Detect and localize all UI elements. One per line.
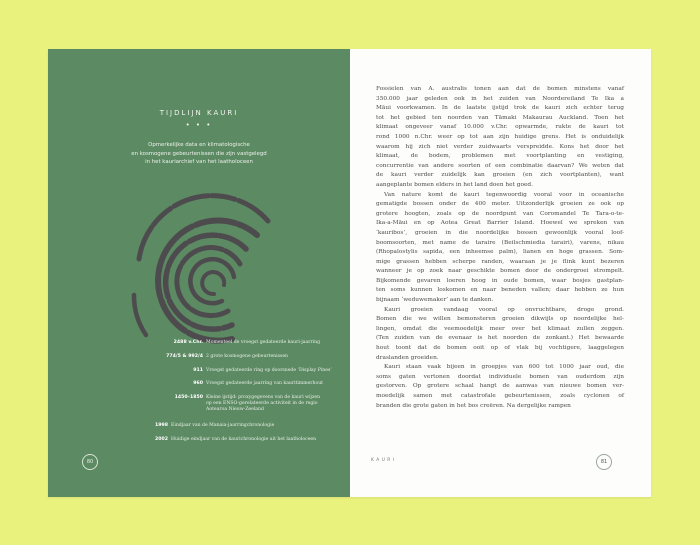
text-line: wanneer je op zoek naar geschikte bomen door de ondergroei strompelt. xyxy=(376,268,624,275)
timeline-event xyxy=(148,354,288,360)
event-year: 960 xyxy=(193,381,203,386)
text-line: branden die grote gaten in het bos creëren. Na dergelijke rampen xyxy=(376,402,571,409)
running-footer: KAURI xyxy=(371,458,397,463)
text-line: moedelijk samen met catastrofale gebeurtenissen, zoals cyclonen of xyxy=(376,393,624,399)
timeline-event xyxy=(148,368,332,374)
subtitle-line: in het kauriarchief van het laatholoceen xyxy=(145,159,253,166)
title-ornament: • • • xyxy=(185,121,213,129)
text-line: concurrentie van andere soorten of een combinatie daarvan? We weten dat xyxy=(376,162,624,169)
event-description: Momenteel de vroegst gedateerde kauri-jaarring xyxy=(206,340,321,345)
text-line: Ika-a-Māui en op Aotea Great Barrier Island. Hoewel we spreken van xyxy=(376,220,624,227)
text-line: grotere hoogten, zoals op de noordpunt van Coromandel Te Tara-o-te- xyxy=(376,210,624,217)
text-line: boomsoorten, met name de taraire (Beilschmiedia tarairi), varens, nikau xyxy=(376,239,624,246)
event-year: 2002 xyxy=(154,437,168,442)
subtitle-line: en kosmogene gebeurtenissen die zijn vastgelegd xyxy=(131,150,267,157)
event-year: 2488 v.Chr. xyxy=(173,340,203,345)
event-year: 1998 xyxy=(154,423,168,428)
text-line: hout toont dat de bomen ooit op of vlak bij vochtigere, laaggelegen xyxy=(376,345,624,352)
event-year: 911 xyxy=(193,368,203,373)
subtitle-line: Opmerkelijke data en klimatologische xyxy=(148,142,250,148)
text-line: ‘kauribos’, groeien in die noordelijke bossen gewoonlijk vooral loof- xyxy=(376,229,624,236)
text-line: tot het gebied ten noorden van Tāmaki Makaurau Auckland. Toen het xyxy=(376,114,624,121)
text-line: de kauri verder zuidelijk kan groeien (en zich voortplanten), want xyxy=(376,172,624,179)
text-line: 350.000 jaar geleden ook in het zuiden van Noordereiland Te Ika a xyxy=(376,95,624,102)
timeline-event xyxy=(148,381,323,387)
timeline-event xyxy=(133,437,316,443)
right-page xyxy=(350,49,651,497)
text-line: lingen, omdat die veemoedelijk meer over het klimaat zullen zeggen. xyxy=(376,325,624,332)
book-spread xyxy=(48,49,651,497)
text-line: Bijkomende gevaren loeren hoog in oude bomen, waar bosjes gastplan- xyxy=(376,277,624,284)
page-number: 81 xyxy=(596,454,612,470)
event-description: Eindjaar van de Manaia-jaarringchronologie xyxy=(171,423,275,428)
text-line: klimaat ongeveer vanaf 10.000 v.Chr. opwarmde, rukte de kauri tot xyxy=(376,124,624,131)
text-line: rond 1000 n.Chr. weer op tot aan zijn huidige grens. Het is onduidelijk xyxy=(376,133,624,140)
text-line: gematigde bossen onder de 400 meter. Uitzonderlijk groeien ze ook op xyxy=(376,201,624,208)
event-description: Vroegst gedateerde ring op doorsnede ‘Display Pines’ xyxy=(206,368,332,373)
text-line: (Rhopalostylis sapida, een inheemse palm), lianen en hoge grassen. Som- xyxy=(376,249,624,256)
text-line: klimaat, de bodem, problemen met voortplanting en vestiging, xyxy=(376,153,624,160)
page-number: 80 xyxy=(82,454,98,470)
text-line: ten soms kunnen loskomen en naar beneden vallen; daar hebben ze hun xyxy=(376,287,624,294)
text-line: draslanden groeiden. xyxy=(376,354,439,361)
text-line: Kauri groeien vandaag vooral op onvruchtbare, droge grond. xyxy=(384,306,624,313)
text-line: gestorven. Op grotere schaal hangt de aanwas van nieuwe bomen ver- xyxy=(376,383,624,390)
text-line: bijnaam ‘weduwemaker’ aan te danken. xyxy=(376,297,494,304)
text-line: Bomen die we willen bemonsteren groeien dikwijls op noordelijke hel- xyxy=(376,316,624,323)
text-line: soms gaten vertonen doordat individuele bomen van ouderdom zijn xyxy=(376,373,624,380)
text-line: mige grassen hebben scherpe randen, waaraan je je flink kunt bezeren xyxy=(376,258,624,265)
event-year: 774/5 & 992/4 xyxy=(166,354,203,359)
event-description: Vroegst gedateerde jaarring van kauritimmerhout xyxy=(206,381,324,386)
text-line: aangeplante bomen elders in het land doen het goed. xyxy=(376,181,533,188)
event-year: 1450–1850 xyxy=(174,395,203,400)
text-line: Van nature komt de kauri tegenwoordig vooral voor in oceanische xyxy=(384,191,624,198)
text-line: Kauri staan vaak bijeen in groepjes van 600 tot 1000 jaar oud, die xyxy=(384,364,624,371)
event-description: Aotearoa Nieuw-Zeeland xyxy=(206,407,264,412)
text-line: Māui voorkwamen. In de laatste ijstijd trok de kauri zich echter terug xyxy=(376,105,624,112)
text-line: (Ten zuiden van de evenaar is het noorden de zonkant.) Het bewaarde xyxy=(376,335,624,342)
timeline-event xyxy=(133,423,274,429)
text-line: waarom hij zich niet verder zuidwaarts verspreidde. Kons het door het xyxy=(376,143,624,150)
timeline-title: TIJDLIJN KAURI xyxy=(159,109,239,117)
timeline-event xyxy=(148,340,320,346)
body-text xyxy=(376,85,624,411)
left-page xyxy=(48,49,350,497)
event-description: 2 grote kosmogene gebeurtenissen xyxy=(206,354,288,359)
timeline-event xyxy=(148,395,320,413)
event-description: op een ENSO-gerelateerde activiteit in de regio xyxy=(206,401,318,406)
tree-ring-illustration xyxy=(48,49,350,497)
event-description: Kleine ijstijd: proxygegevens van de kauri wijzen xyxy=(206,395,321,400)
event-description: Huidige eindjaar van de kaurichronologie uit het laatholoceen xyxy=(171,437,317,442)
text-line: Fossielen van A. australis tonen aan dat de bomen minstens vanaf xyxy=(376,86,624,92)
